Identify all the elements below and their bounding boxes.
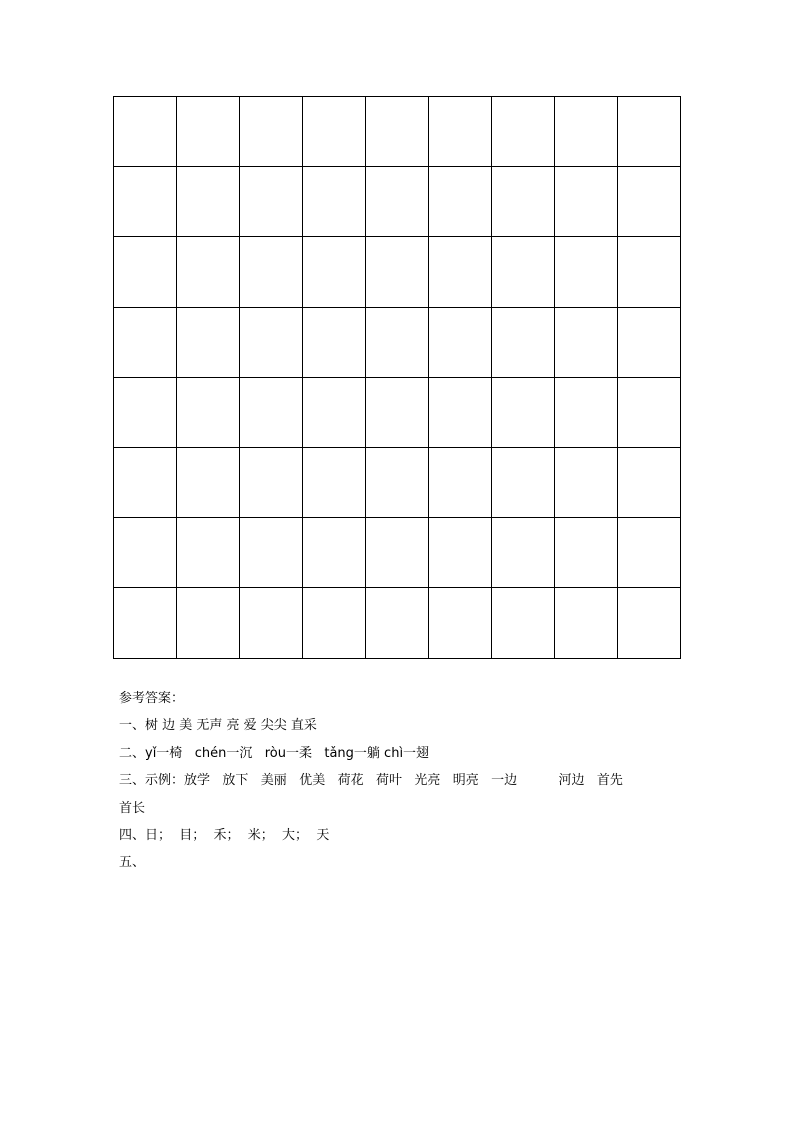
answer-line-5: 五、: [119, 855, 146, 871]
grid-row: [114, 167, 681, 237]
grid-cell: [114, 447, 177, 517]
grid-cell: [114, 518, 177, 588]
grid-cell: [492, 307, 555, 377]
grid-cell: [240, 518, 303, 588]
grid-cell: [114, 588, 177, 658]
grid-cell: [429, 377, 492, 447]
grid-cell: [492, 237, 555, 307]
grid-cell: [429, 97, 492, 167]
grid-cell: [114, 97, 177, 167]
grid-cell: [618, 377, 681, 447]
writing-grid: [113, 96, 681, 659]
grid-cell: [366, 377, 429, 447]
grid-cell: [492, 97, 555, 167]
grid-cell: [114, 237, 177, 307]
answer-line-2: 二、yǐ一椅 chén一沉 ròu一柔 tǎng一躺 chì一翅: [119, 745, 430, 761]
grid-cell: [618, 447, 681, 517]
grid-cell: [555, 307, 618, 377]
grid-cell: [366, 237, 429, 307]
grid-cell: [177, 588, 240, 658]
grid-cell: [303, 518, 366, 588]
grid-cell: [429, 167, 492, 237]
grid-cell: [177, 97, 240, 167]
grid-row: [114, 588, 681, 658]
grid-cell: [303, 377, 366, 447]
answer-section: [119, 685, 623, 877]
grid-cell: [114, 377, 177, 447]
grid-cell: [555, 518, 618, 588]
grid-cell: [618, 588, 681, 658]
grid-cell: [177, 518, 240, 588]
grid-cell: [177, 167, 240, 237]
grid-cell: [366, 447, 429, 517]
grid-cell: [555, 97, 618, 167]
grid-cell: [492, 518, 555, 588]
grid-cell: [429, 447, 492, 517]
grid-cell: [303, 237, 366, 307]
grid-cell: [555, 167, 618, 237]
grid-cell: [303, 307, 366, 377]
grid-cell: [618, 237, 681, 307]
grid-row: [114, 307, 681, 377]
grid-cell: [303, 167, 366, 237]
grid-cell: [492, 447, 555, 517]
grid-cell: [303, 447, 366, 517]
grid-cell: [366, 588, 429, 658]
grid-cell: [429, 307, 492, 377]
grid-row: [114, 447, 681, 517]
grid-cell: [366, 518, 429, 588]
grid-cell: [618, 167, 681, 237]
grid-cell: [240, 237, 303, 307]
grid-cell: [303, 97, 366, 167]
grid-cell: [429, 518, 492, 588]
grid-cell: [618, 518, 681, 588]
grid-cell: [240, 307, 303, 377]
grid-cell: [240, 588, 303, 658]
grid-row: [114, 377, 681, 447]
grid-cell: [177, 447, 240, 517]
grid-cell: [618, 307, 681, 377]
grid-cell: [555, 588, 618, 658]
grid-cell: [114, 167, 177, 237]
answer-line-3-cont: 首长: [119, 800, 146, 816]
grid-row: [114, 97, 681, 167]
grid-cell: [240, 377, 303, 447]
grid-cell: [303, 588, 366, 658]
grid-cell: [240, 167, 303, 237]
grid-cell: [366, 167, 429, 237]
grid-cell: [618, 97, 681, 167]
answer-line-3: 三、示例：放学 放下 美丽 优美 荷花 荷叶 光亮 明亮 一边 河边 首先: [119, 773, 623, 789]
grid-cell: [240, 447, 303, 517]
grid-cell: [177, 377, 240, 447]
grid-cell: [366, 307, 429, 377]
grid-cell: [240, 97, 303, 167]
grid-cell: [177, 237, 240, 307]
grid-cell: [114, 307, 177, 377]
grid-cell: [177, 307, 240, 377]
grid-cell: [492, 588, 555, 658]
grid-cell: [555, 377, 618, 447]
answer-heading: 参考答案：: [119, 691, 185, 706]
grid-cell: [555, 447, 618, 517]
grid-cell: [555, 237, 618, 307]
grid-cell: [429, 588, 492, 658]
answer-line-4: 四、日； 目； 禾； 米； 大； 天: [119, 828, 330, 844]
grid-row: [114, 518, 681, 588]
grid-row: [114, 237, 681, 307]
answer-line-1: 一、树 边 美 无声 亮 爱 尖尖 直采: [119, 718, 317, 734]
grid-cell: [492, 377, 555, 447]
grid-cell: [429, 237, 492, 307]
grid-cell: [366, 97, 429, 167]
grid-cell: [492, 167, 555, 237]
